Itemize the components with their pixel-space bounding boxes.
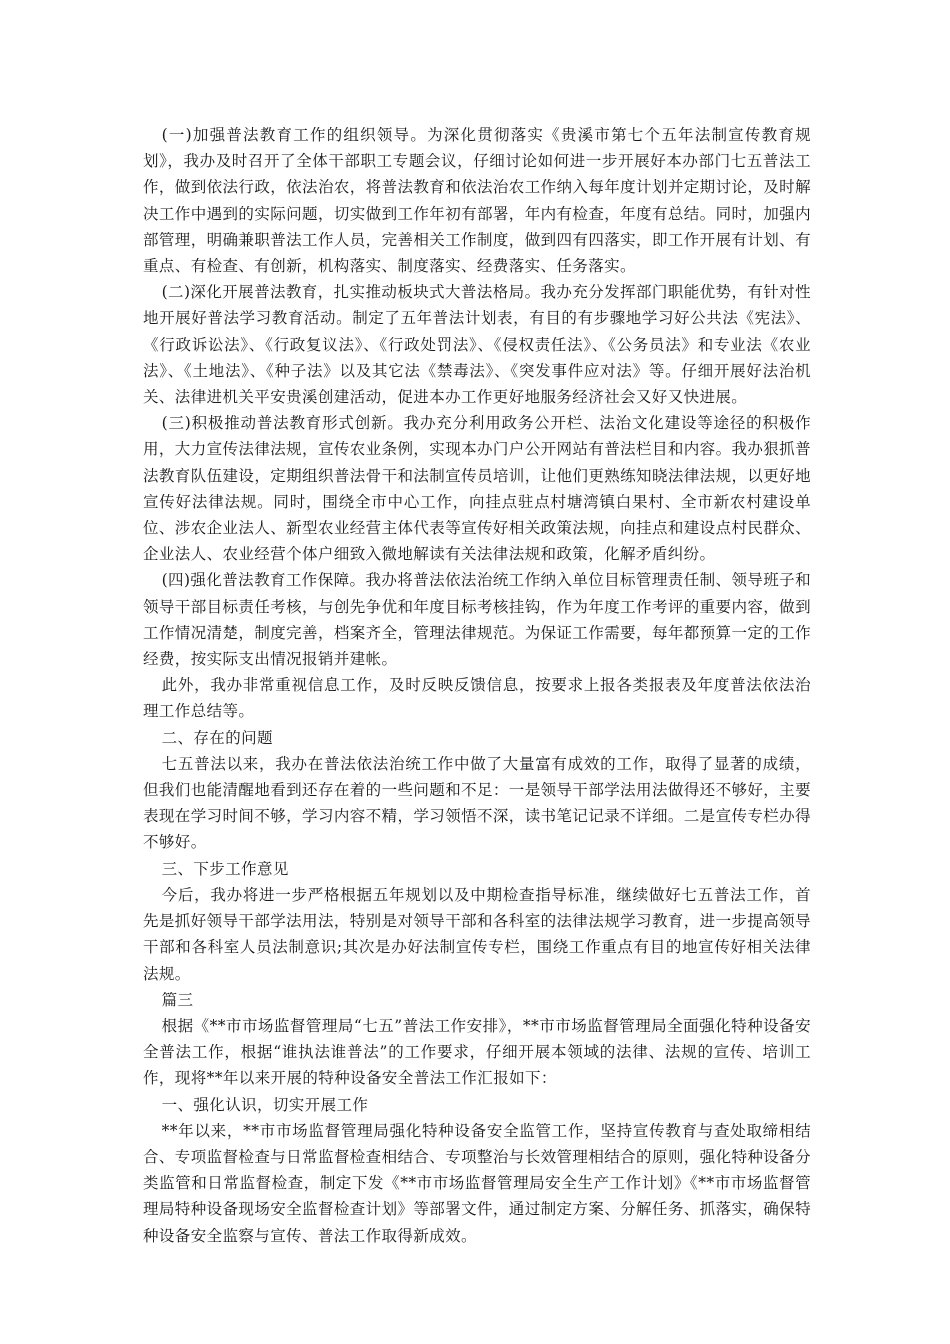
paragraph-next-steps: 今后，我办将进一步严格根据五年规划以及中期检查指导标准，继续做好七五普法工作，首先是抓好领导干部学法用法，特别是对领导干部和各科室的法律法规学习教育，进一步提高领导干部和各科室人员法制意识;其次是办好法制宣传专栏，围绕工作重点有目的地宣传好相关法律法规。 [143, 885, 811, 983]
paragraph-problems: 七五普法以来，我办在普法依法治统工作中做了大量富有成效的工作，取得了显著的成绩，但我们也能清醒地看到还存在着的一些问题和不足：一是领导干部学法用法做得还不够好，主要表现在学习时间不够，学习内容不精，学习领悟不深，读书笔记记录不详细。二是宣传专栏办得不够好。 [143, 754, 811, 852]
paragraph-work-guarantee: (四)强化普法教育工作保障。我办将普法依法治统工作纳入单位目标管理责任制、领导班子和领导干部目标责任考核，与创先争优和年度目标考核挂钩，作为年度工作考评的重要内容，做到工作情况清楚，制度完善，档案齐全，管理法律规范。为保证工作需要，每年都预算一定的工作经费，按实际支出情况报销并建帐。 [143, 571, 811, 669]
section-heading-problems: 二、存在的问题 [161, 728, 273, 747]
section-heading-next-steps: 三、下步工作意见 [161, 859, 289, 878]
paragraph-intro-part-three: 根据《**市市场监督管理局“七五”普法工作安排》，**市市场监督管理局全面强化特种设备安全普法工作，根据“谁执法谁普法”的工作要求，仔细开展本领域的法律、法规的宣传、培训工作，现将**年以来开展的特种设备安全普法工作汇报如下： [143, 1016, 811, 1088]
paragraph-form-innovation: (三)积极推动普法教育形式创新。我办充分利用政务公开栏、法治文化建设等途径的积极作用，大力宣传法律法规，宣传农业条例，实现本办门户公开网站有普法栏目和内容。我办狠抓普法教育队伍建设，定期组织普法骨干和法制宣传员培训，让他们更熟练知晓法律法规，以更好地宣传好法律法规。同时，围绕全市中心工作，向挂点驻点村塘湾镇白果村、全市新农村建设单位、涉农企业法人、新型农业经营主体代表等宣传好相关政策法规，向挂点和建设点村民群众、企业法人、农业经营个体户细致入微地解读有关法律法规和政策，化解矛盾纠纷。 [143, 414, 811, 564]
document-body [143, 122, 811, 1249]
section-heading-part-three: 篇三 [161, 990, 194, 1009]
paragraph-org-leadership: (一)加强普法教育工作的组织领导。为深化贯彻落实《贵溪市第七个五年法制宣传教育规划》，我办及时召开了全体干部职工专题会议，仔细讨论如何进一步开展好本办部门七五普法工作，做到依法行政，依法治农，将普法教育和依法治农工作纳入每年度计划并定期讨论，及时解决工作中遇到的实际问题，切实做到工作年初有部署，年内有检查，年度有总结。同时，加强内部管理，明确兼职普法工作人员，完善相关工作制度，做到四有四落实，即工作开展有计划、有重点、有检查、有创新，机构落实、制度落实、经费落实、任务落实。 [143, 126, 811, 276]
paragraph-strengthen-awareness: **年以来，**市市场监督管理局强化特种设备安全监管工作，坚持宣传教育与查处取缔相结合、专项监督检查与日常监督检查相结合、专项整治与长效管理相结合的原则，强化特种设备分类监管和日常监督检查，制定下发《**市市场监督管理局安全生产工作计划》《**市市场监督管理局特种设备现场安全监督检查计划》等部署文件，通过制定方案、分解任务、抓落实，确保特种设备安全监察与宣传、普法工作取得新成效。 [143, 1121, 811, 1245]
section-heading-strengthen-awareness: 一、强化认识，切实开展工作 [161, 1095, 369, 1114]
paragraph-deepen-education: (二)深化开展普法教育，扎实推动板块式大普法格局。我办充分发挥部门职能优势，有针对性地开展好普法学习教育活动。制定了五年普法计划表，有目的有步骤地学习好公共法《宪法》、《行政诉讼法》、《行政复议法》、《行政处罚法》、《侵权责任法》、《公务员法》和专业法《农业法》、《土地法》、《种子法》以及其它法《禁毒法》、《突发事件应对法》等。仔细开展好法治机关、法律进机关平安贵溪创建活动，促进本办工作更好地服务经济社会又好又快进展。 [143, 283, 811, 407]
paragraph-information-work: 此外，我办非常重视信息工作，及时反映反馈信息，按要求上报各类报表及年度普法依法治理工作总结等。 [143, 676, 811, 721]
